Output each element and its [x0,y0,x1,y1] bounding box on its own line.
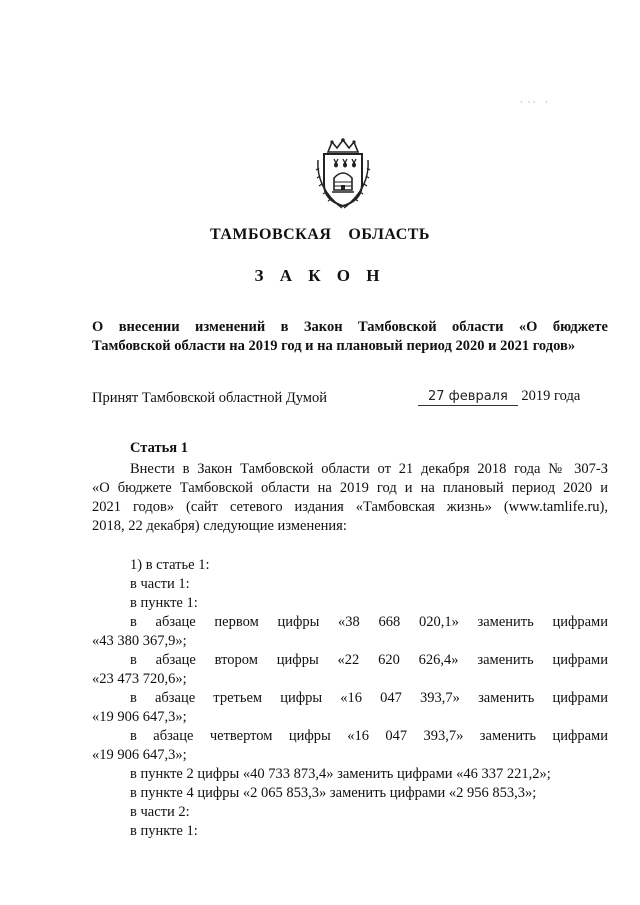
article-heading: Статья 1 [130,440,188,456]
adoption-date [418,388,580,405]
intro-line: Внести в Закон Тамбовской области от 21 декабря 2018 года № 307-З [130,461,608,477]
list-item: «19 906 647,3»; [92,747,187,763]
intro-line: «О бюджете Тамбовской области на 2019 год и на плановый период 2020 и [92,480,608,496]
list-item: в части 1: [130,576,190,592]
list-item: в пункте 1: [130,595,198,611]
scan-noise: · · · · [520,98,548,107]
amendment-list [92,556,608,841]
list-item: в пункте 2 цифры «40 733 873,4» заменить цифрами «46 337 221,2»; [130,766,551,782]
list-item: «19 906 647,3»; [92,709,187,725]
law-title-line-1: О внесении изменений в Закон Тамбовской области «О бюджете [92,319,608,335]
list-item: в пункте 1: [130,823,198,839]
law-title-line-2: Тамбовской области на 2019 год и на плановый период 2020 и 2021 годов» [92,338,576,354]
adopted-by: Принят Тамбовской областной Думой [92,390,327,406]
article-intro [92,460,608,536]
list-item: «23 473 720,6»; [92,671,187,687]
document-type-heading: З А К О Н [254,266,386,285]
list-item: «43 380 367,9»; [92,633,187,649]
law-title [92,318,608,356]
region-heading: ТАМБОВСКАЯ ОБЛАСТЬ [210,226,430,243]
list-item: в абзаце первом цифры «38 668 020,1» заменить цифрами [130,614,608,630]
list-item: в части 2: [130,804,190,820]
handwritten-date: 27 февраля [418,389,518,406]
list-item: в абзаце четвертом цифры «16 047 393,7» заменить цифрами [130,728,608,744]
adoption-year: 2019 года [521,388,581,404]
intro-line: 2018, 22 декабря) следующие изменения: [92,518,347,534]
list-item: в абзаце третьем цифры «16 047 393,7» заменить цифрами [130,690,608,706]
intro-line: 2021 годов» (сайт сетевого издания «Тамбовская жизнь» (www.tamlife.ru), [92,499,608,515]
list-item: 1) в статье 1: [130,557,210,573]
list-item: в пункте 4 цифры «2 065 853,3» заменить цифрами «2 956 853,3»; [130,785,537,801]
list-item: в абзаце втором цифры «22 620 626,4» заменить цифрами [130,652,608,668]
tambov-coat-of-arms-icon [314,138,372,210]
